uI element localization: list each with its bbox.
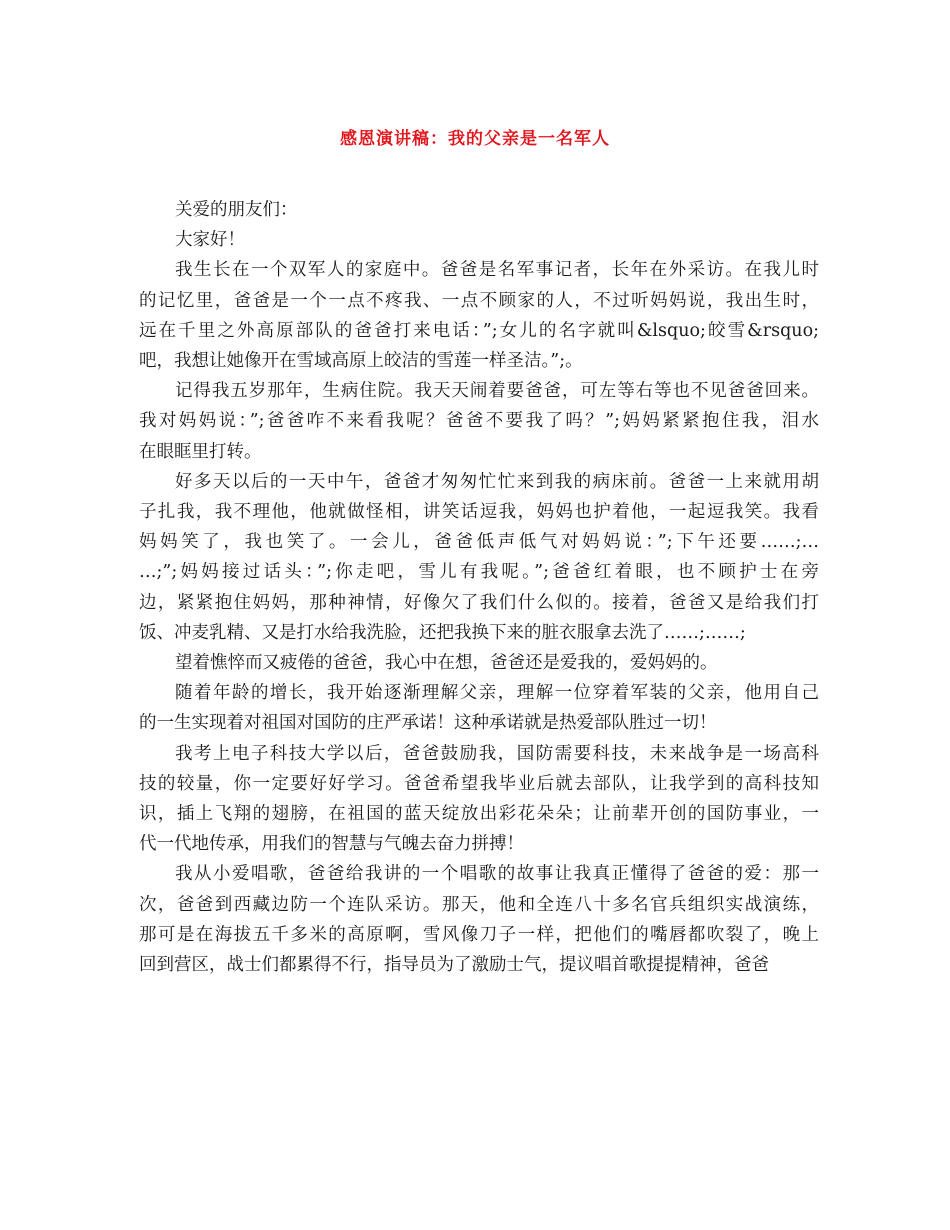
text-line: 我从小爱唱歌，爸爸给我讲的一个唱歌的故事让我真正懂得了爸爸的爱：那一 bbox=[175, 864, 819, 885]
text-line: 我考上电子科技大学以后，爸爸鼓励我，国防需要科技，未来战争是一场高科 bbox=[175, 743, 819, 764]
text-line: …;”;妈妈接过话头：”;你走吧，雪儿有我呢。”;爸爸红着眼，也不顾护士在旁 bbox=[139, 562, 819, 583]
text-line: 边，紧紧抱住妈妈，那种神情，好像欠了我们什么似的。接着，爸爸又是给我们打 bbox=[139, 592, 819, 613]
text-line: 技的较量，你一定要好好学习。爸爸希望我毕业后就去部队，让我学到的高科技知 bbox=[139, 773, 819, 794]
document-body bbox=[139, 195, 819, 980]
paragraph bbox=[139, 648, 819, 678]
text-line: 次，爸爸到西藏边防一个连队采访。那天，他和全连八十多名官兵组织实战演练， bbox=[139, 894, 819, 915]
paragraph bbox=[139, 376, 819, 467]
paragraph bbox=[139, 467, 819, 648]
paragraph bbox=[139, 225, 819, 255]
text-line: 我生长在一个双军人的家庭中。爸爸是名军事记者，长年在外采访。在我儿时 bbox=[175, 260, 819, 281]
text-line: 妈妈笑了，我也笑了。一会儿，爸爸低声低气对妈妈说：”;下午还要……;… bbox=[139, 532, 819, 553]
text-line: 识，插上飞翔的翅膀，在祖国的蓝天绽放出彩花朵朵；让前辈开创的国防事业，一 bbox=[139, 804, 819, 825]
paragraph bbox=[139, 859, 819, 980]
text-line: 的一生实现着对祖国对国防的庄严承诺！这种承诺就是热爱部队胜过一切！ bbox=[139, 713, 717, 734]
paragraph bbox=[139, 739, 819, 860]
text-line: 远在千里之外高原部队的爸爸打来电话：”;女儿的名字就叫&lsquo;皎雪&rsquo; bbox=[139, 320, 819, 341]
text-line: 随着年龄的增长，我开始逐渐理解父亲，理解一位穿着军装的父亲，他用自己 bbox=[175, 683, 819, 704]
text-line: 子扎我，我不理他，他就做怪相，讲笑话逗我，妈妈也护着他，一起逗我笑。我看 bbox=[139, 502, 819, 523]
text-line: 代一代地传承，用我们的智慧与气魄去奋力拼搏！ bbox=[139, 834, 524, 855]
text-line: 大家好！ bbox=[175, 230, 245, 251]
paragraph bbox=[139, 255, 819, 376]
text-line: 在眼眶里打转。 bbox=[139, 441, 262, 462]
text-line: 饭、冲麦乳精、又是打水给我洗脸，还把我换下来的脏衣服拿去洗了……;……; bbox=[139, 622, 746, 643]
text-line: 记得我五岁那年，生病住院。我天天闹着要爸爸，可左等右等也不见爸爸回来。 bbox=[175, 381, 819, 402]
text-line: 望着憔悴而又疲倦的爸爸，我心中在想，爸爸还是爱我的，爱妈妈的。 bbox=[175, 653, 718, 674]
paragraph bbox=[139, 195, 819, 225]
text-line: 的记忆里，爸爸是一个一点不疼我、一点不顾家的人，不过听妈妈说，我出生时， bbox=[139, 290, 819, 311]
document-title: 感恩演讲稿：我的父亲是一名军人 bbox=[340, 129, 610, 149]
text-line: 好多天以后的一天中午，爸爸才匆匆忙忙来到我的病床前。爸爸一上来就用胡 bbox=[175, 471, 819, 492]
text-line: 我对妈妈说：”;爸爸咋不来看我呢？爸爸不要我了吗？”;妈妈紧紧抱住我，泪水 bbox=[139, 411, 819, 432]
text-line: 关爱的朋友们： bbox=[175, 200, 298, 220]
text-line: 那可是在海拔五千多米的高原啊，雪风像刀子一样，把他们的嘴唇都吹裂了，晚上 bbox=[139, 924, 819, 945]
paragraph bbox=[139, 678, 819, 738]
text-line: 回到营区，战士们都累得不行，指导员为了激励士气，提议唱首歌提提精神，爸爸 bbox=[139, 955, 769, 976]
text-line: 吧，我想让她像开在雪域高原上皎洁的雪莲一样圣洁。”;。 bbox=[139, 351, 583, 372]
